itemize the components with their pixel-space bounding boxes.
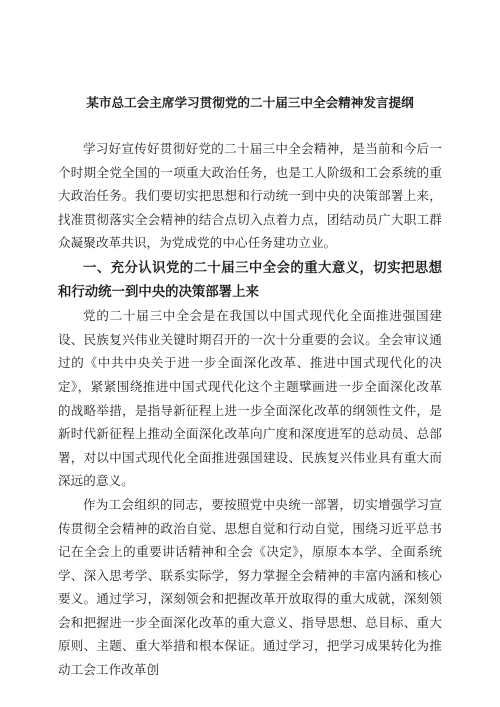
section-1-paragraph-1: 党的二十届三中全会是在我国以中国式现代化全面推进强国建设、民族复兴伟业关键时期召开的一次十分重要的会议。全会审议通过的《中共中央关于进一步全面深化改革、推进中国式现代化的决定》，紧紧围绕推进中国式现代化这个主题擘画进一步全面深化改革的战略举措，是指导新征程上进一步全面深化改革的纲领性文件，是新时代新征程上推动全面深化改革向广度和深度进军的总动员、总部署，对以中国式现代化全面推进强国建设、民族复兴伟业具有重大而深远的意义。 [58, 308, 442, 489]
section-heading-1: 一、充分认识党的二十届三中全会的重大意义，切实把思想和行动统一到中央的决策部署上来 [58, 260, 442, 300]
section-1-paragraph-2: 作为工会组织的同志，要按照党中央统一部署，切实增强学习宣传贯彻全会精神的政治自觉、思想自觉和行动自觉，围绕习近平总书记在全会上的重要讲话精神和全会《决定》，原原本本学、全面系统学、深入思考学、联系实际学，努力掌握全会精神的丰富内涵和核心要义。通过学习，深刻领会和把握改革开放取得的重大成就，深刻领会和把握进一步全面深化改革的重大意义、指导思想、总目标、重大原则、主题、重大举措和根本保证。通过学习，把学习成果转化为推动工会工作改革创 [58, 496, 442, 678]
intro-paragraph: 学习好宣传好贯彻好党的二十届三中全会精神，是当前和今后一个时期全党全国的一项重大政治任务，也是工人阶级和工会系统的重大政治任务。我们要切实把思想和行动统一到中央的决策部署上来，找准贯彻落实全会精神的结合点切入点着力点，团结动员广大职工群众凝聚改革共识，为党成党的中心任务建功立业。 [58, 141, 442, 251]
document-title: 某市总工会主席学习贯彻党的二十届三中全会精神发言提纲 [86, 95, 414, 110]
